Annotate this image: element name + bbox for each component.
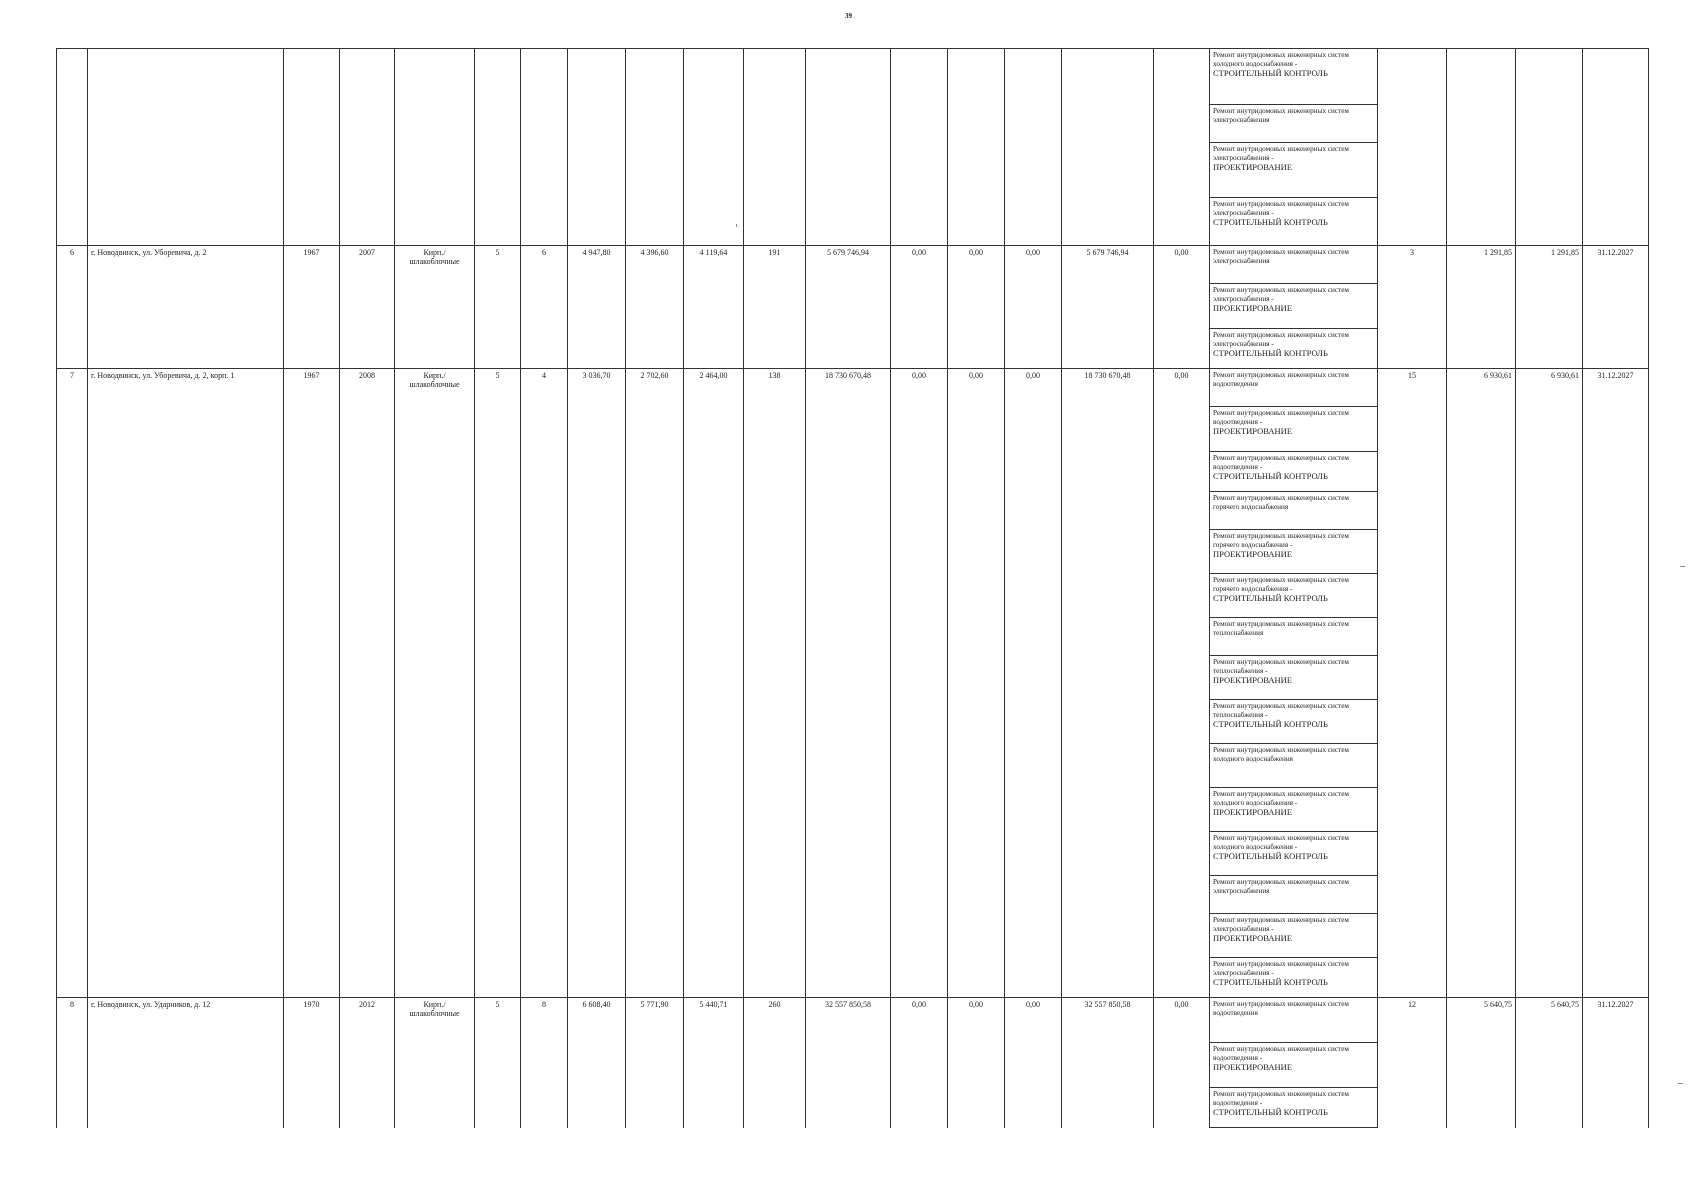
cell-no: 7 xyxy=(57,369,88,998)
work-stage-text: ПРОЕКТИРОВАНИЕ xyxy=(1213,675,1293,686)
cell-work-type xyxy=(1210,407,1378,452)
cell-deadline: 31.12.2027 xyxy=(1583,246,1649,369)
cell-cost-federal: 0,00 xyxy=(891,246,948,369)
cell-area-residential: 2 464,00 xyxy=(684,369,744,998)
cell-work-type xyxy=(1210,284,1378,329)
cell-cost-federal xyxy=(891,49,948,246)
cell-work-type xyxy=(1210,832,1378,876)
work-stage-text: ПРОЕКТИРОВАНИЕ xyxy=(1213,549,1293,560)
cell-floors: 5 xyxy=(475,246,521,369)
cell-total-area: 4 947,80 xyxy=(568,246,626,369)
work-stage-text: СТРОИТЕЛЬНЫЙ КОНТРОЛЬ xyxy=(1213,471,1328,482)
work-stage-text: ПРОЕКТИРОВАНИЕ xyxy=(1213,162,1293,173)
work-type-text: Ремонт внутридомовых инженерных систем теплоснабжения xyxy=(1213,620,1349,637)
cell-wall-material: Кирп./ шлакоблочные xyxy=(395,246,475,369)
cell-residents xyxy=(744,49,806,246)
cell-work-type xyxy=(1210,530,1378,574)
cell-cost-regional: 0,00 xyxy=(948,246,1005,369)
cell-work-type xyxy=(1210,105,1378,143)
work-type-text: Ремонт внутридомовых инженерных систем водоотведения - xyxy=(1213,1090,1349,1107)
work-stage-text: СТРОИТЕЛЬНЫЙ КОНТРОЛЬ xyxy=(1213,348,1328,359)
scan-mark xyxy=(736,224,737,227)
work-type-text: Ремонт внутридомовых инженерных систем горячего водоснабжения xyxy=(1213,494,1349,511)
cell-work-type xyxy=(1210,700,1378,744)
cell-work-type xyxy=(1210,958,1378,998)
cell-no xyxy=(57,49,88,246)
work-stage-text: СТРОИТЕЛЬНЫЙ КОНТРОЛЬ xyxy=(1213,217,1328,228)
work-stage-text: СТРОИТЕЛЬНЫЙ КОНТРОЛЬ xyxy=(1213,977,1328,988)
table-row xyxy=(57,246,1649,284)
work-type-text: Ремонт внутридомовых инженерных систем электроснабжения - xyxy=(1213,960,1349,977)
cell-work-type xyxy=(1210,998,1378,1043)
cell-deadline: 31.12.2027 xyxy=(1583,998,1649,1128)
cell-entrances: 6 xyxy=(521,246,568,369)
cell-max-cost xyxy=(1516,49,1583,246)
cell-max-cost: 5 640,75 xyxy=(1516,998,1583,1128)
cell-cost-owners: 18 730 670,48 xyxy=(1062,369,1154,998)
cell-cost-other xyxy=(1154,49,1210,246)
cell-area-residential: 4 119,64 xyxy=(684,246,744,369)
work-type-text: Ремонт внутридомовых инженерных систем водоотведения - xyxy=(1213,1045,1349,1062)
cell-work-type xyxy=(1210,143,1378,198)
work-stage-text: СТРОИТЕЛЬНЫЙ КОНТРОЛЬ xyxy=(1213,1107,1328,1118)
work-type-text: Ремонт внутридомовых инженерных систем электроснабжения xyxy=(1213,878,1349,895)
cell-cost-local: 0,00 xyxy=(1005,998,1062,1128)
cell-work-type xyxy=(1210,876,1378,914)
cell-cost-other: 0,00 xyxy=(1154,246,1210,369)
cell-work-type xyxy=(1210,246,1378,284)
table-row xyxy=(57,49,1649,105)
cell-floors xyxy=(475,49,521,246)
work-stage-text: ПРОЕКТИРОВАНИЕ xyxy=(1213,807,1293,818)
work-type-text: Ремонт внутридомовых инженерных систем водоотведения xyxy=(1213,371,1349,388)
cell-work-type xyxy=(1210,744,1378,788)
cell-unit-count: 3 xyxy=(1378,246,1447,369)
cell-area-total-rooms xyxy=(626,49,684,246)
work-type-text: Ремонт внутридомовых инженерных систем водоотведения xyxy=(1213,1000,1349,1017)
work-type-text: Ремонт внутридомовых инженерных систем теплоснабжения - xyxy=(1213,658,1349,675)
page-number: 39 xyxy=(845,12,852,20)
cell-area-total-rooms: 2 702,60 xyxy=(626,369,684,998)
cell-total-area: 3 036,70 xyxy=(568,369,626,998)
cell-year-last-repair: 2007 xyxy=(340,246,395,369)
work-type-text: Ремонт внутридомовых инженерных систем электроснабжения - xyxy=(1213,200,1349,217)
work-type-text: Ремонт внутридомовых инженерных систем холодного водоснабжения - xyxy=(1213,51,1349,68)
work-type-text: Ремонт внутридомовых инженерных систем электроснабжения xyxy=(1213,107,1349,124)
cell-residents: 191 xyxy=(744,246,806,369)
cell-area-residential: 5 440,71 xyxy=(684,998,744,1128)
cell-cost-other: 0,00 xyxy=(1154,369,1210,998)
work-type-text: Ремонт внутридомовых инженерных систем холодного водоснабжения xyxy=(1213,746,1349,763)
work-stage-text: ПРОЕКТИРОВАНИЕ xyxy=(1213,303,1293,314)
cell-wall-material: Кирп./ шлакоблочные xyxy=(395,369,475,998)
cell-max-cost: 6 930,61 xyxy=(1516,369,1583,998)
cell-unit-count: 15 xyxy=(1378,369,1447,998)
cell-cost-total: 18 730 670,48 xyxy=(806,369,891,998)
work-type-text: Ремонт внутридомовых инженерных систем теплоснабжения - xyxy=(1213,702,1349,719)
cell-cost-regional: 0,00 xyxy=(948,998,1005,1128)
cell-cost-owners: 5 679 746,94 xyxy=(1062,246,1154,369)
work-stage-text: СТРОИТЕЛЬНЫЙ КОНТРОЛЬ xyxy=(1213,719,1328,730)
cell-work-type xyxy=(1210,49,1378,105)
cell-cost-other: 0,00 xyxy=(1154,998,1210,1128)
cell-wall-material: Кирп./ шлакоблочные xyxy=(395,998,475,1128)
cell-cost-federal: 0,00 xyxy=(891,998,948,1128)
cell-specific-cost: 1 291,85 xyxy=(1447,246,1516,369)
cell-cost-local: 0,00 xyxy=(1005,246,1062,369)
cell-year-last-repair: 2012 xyxy=(340,998,395,1128)
cell-entrances: 4 xyxy=(521,369,568,998)
scan-mark xyxy=(1680,566,1685,567)
cell-cost-regional: 0,00 xyxy=(948,369,1005,998)
cell-cost-federal: 0,00 xyxy=(891,369,948,998)
work-stage-text: СТРОИТЕЛЬНЫЙ КОНТРОЛЬ xyxy=(1213,593,1328,604)
cell-work-type xyxy=(1210,452,1378,492)
cell-work-type xyxy=(1210,574,1378,618)
cell-work-type xyxy=(1210,618,1378,656)
work-stage-text: СТРОИТЕЛЬНЫЙ КОНТРОЛЬ xyxy=(1213,851,1328,862)
cell-total-area: 6 608,40 xyxy=(568,998,626,1128)
cell-floors: 5 xyxy=(475,998,521,1128)
cell-total-area xyxy=(568,49,626,246)
cell-entrances: 8 xyxy=(521,998,568,1128)
work-type-text: Ремонт внутридомовых инженерных систем холодного водоснабжения - xyxy=(1213,790,1349,807)
cell-deadline xyxy=(1583,49,1649,246)
work-type-text: Ремонт внутридомовых инженерных систем электроснабжения xyxy=(1213,248,1349,265)
housing-repair-table xyxy=(56,48,1649,1128)
cell-work-type xyxy=(1210,1043,1378,1088)
table-row xyxy=(57,998,1649,1043)
cell-entrances xyxy=(521,49,568,246)
cell-specific-cost: 5 640,75 xyxy=(1447,998,1516,1128)
cell-year-built: 1970 xyxy=(284,998,340,1128)
work-type-text: Ремонт внутридомовых инженерных систем электроснабжения - xyxy=(1213,286,1349,303)
cell-area-total-rooms: 4 396,60 xyxy=(626,246,684,369)
cell-no: 8 xyxy=(57,998,88,1128)
cell-work-type xyxy=(1210,788,1378,832)
cell-no: 6 xyxy=(57,246,88,369)
cell-cost-owners: 32 557 850,58 xyxy=(1062,998,1154,1128)
work-type-text: Ремонт внутридомовых инженерных систем водоотведения - xyxy=(1213,409,1349,426)
work-type-text: Ремонт внутридомовых инженерных систем электроснабжения - xyxy=(1213,145,1349,162)
work-type-text: Ремонт внутридомовых инженерных систем холодного водоснабжения - xyxy=(1213,834,1349,851)
cell-residents: 138 xyxy=(744,369,806,998)
cell-cost-total: 5 679 746,94 xyxy=(806,246,891,369)
cell-specific-cost: 6 930,61 xyxy=(1447,369,1516,998)
cell-work-type xyxy=(1210,656,1378,700)
cell-unit-count: 12 xyxy=(1378,998,1447,1128)
work-type-text: Ремонт внутридомовых инженерных систем электроснабжения - xyxy=(1213,916,1349,933)
cell-work-type xyxy=(1210,1088,1378,1128)
cell-deadline: 31.12.2027 xyxy=(1583,369,1649,998)
work-stage-text: ПРОЕКТИРОВАНИЕ xyxy=(1213,1062,1293,1073)
scan-mark xyxy=(1678,1083,1683,1084)
cell-address: г. Новодвинск, ул. Ударников, д. 12 xyxy=(88,998,284,1128)
cell-wall-material xyxy=(395,49,475,246)
cell-floors: 5 xyxy=(475,369,521,998)
work-stage-text: СТРОИТЕЛЬНЫЙ КОНТРОЛЬ xyxy=(1213,68,1328,79)
cell-work-type xyxy=(1210,914,1378,958)
cell-work-type xyxy=(1210,369,1378,407)
cell-year-built: 1967 xyxy=(284,246,340,369)
cell-cost-owners xyxy=(1062,49,1154,246)
cell-year-built xyxy=(284,49,340,246)
cell-work-type xyxy=(1210,329,1378,369)
cell-year-last-repair: 2008 xyxy=(340,369,395,998)
cell-cost-local xyxy=(1005,49,1062,246)
work-stage-text: ПРОЕКТИРОВАНИЕ xyxy=(1213,426,1293,437)
work-type-text: Ремонт внутридомовых инженерных систем электроснабжения - xyxy=(1213,331,1349,348)
work-stage-text: ПРОЕКТИРОВАНИЕ xyxy=(1213,933,1293,944)
cell-address xyxy=(88,49,284,246)
work-type-text: Ремонт внутридомовых инженерных систем горячего водоснабжения - xyxy=(1213,532,1349,549)
work-type-text: Ремонт внутридомовых инженерных систем водоотведения - xyxy=(1213,454,1349,471)
cell-area-residential xyxy=(684,49,744,246)
cell-work-type xyxy=(1210,492,1378,530)
cell-address: г. Новодвинск, ул. Уборевича, д. 2, корп. 1 xyxy=(88,369,284,998)
cell-work-type xyxy=(1210,198,1378,246)
table-row xyxy=(57,369,1649,407)
cell-max-cost: 1 291,85 xyxy=(1516,246,1583,369)
cell-specific-cost xyxy=(1447,49,1516,246)
cell-cost-regional xyxy=(948,49,1005,246)
cell-cost-local: 0,00 xyxy=(1005,369,1062,998)
cell-cost-total: 32 557 850,58 xyxy=(806,998,891,1128)
cell-residents: 260 xyxy=(744,998,806,1128)
cell-cost-total xyxy=(806,49,891,246)
cell-area-total-rooms: 5 771,90 xyxy=(626,998,684,1128)
cell-year-last-repair xyxy=(340,49,395,246)
cell-address: г. Новодвинск, ул. Уборевича, д. 2 xyxy=(88,246,284,369)
cell-year-built: 1967 xyxy=(284,369,340,998)
work-type-text: Ремонт внутридомовых инженерных систем горячего водоснабжения - xyxy=(1213,576,1349,593)
cell-unit-count xyxy=(1378,49,1447,246)
